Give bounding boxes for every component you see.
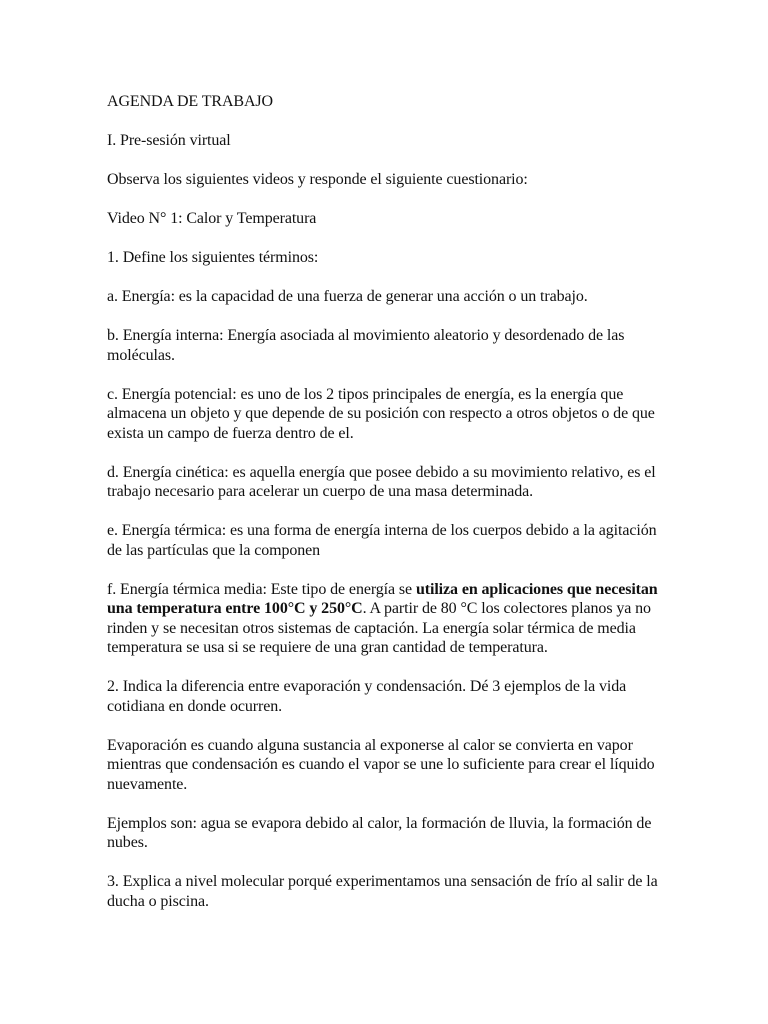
- instruction-text: Observa los siguientes videos y responde el siguiente cuestionario:: [107, 171, 528, 188]
- answer-2-explanation: Evaporación es cuando alguna sustancia al exponerse al calor se convierta en vapor mientras que condensación es cuando el vapor se une lo suficiente para crear el líquido nuevamente.: [107, 736, 655, 793]
- definition-a: a. Energía: es la capacidad de una fuerza de generar una acción o un trabajo.: [107, 288, 588, 305]
- definition-b: b. Energía interna: Energía asociada al movimiento aleatorio y desordenado de las moléculas.: [107, 327, 625, 364]
- answer-2-examples: Ejemplos son: agua se evapora debido al calor, la formación de lluvia, la formación de nubes.: [107, 814, 652, 851]
- question-2: 2. Indica la diferencia entre evaporación y condensación. Dé 3 ejemplos de la vida cotidiana en donde ocurren.: [107, 678, 627, 715]
- question-1: 1. Define los siguientes términos:: [107, 249, 319, 266]
- definition-f-bold: utiliza en aplicaciones que necesitan una temperatura entre 100°C y 250°C: [107, 580, 658, 617]
- definition-e: e. Energía térmica: es una forma de energía interna de los cuerpos debido a la agitación de las partículas que la componen: [107, 522, 657, 559]
- definition-f-end: . A partir de 80 °C los colectores planos ya no rinden y se necesitan otros sistemas de captación. La energía solar térmica de media temperatura se usa si se requiere de una gran cantidad de temperatura.: [107, 600, 651, 656]
- question-3: 3. Explica a nivel molecular porqué experimentamos una sensación de frío al salir de la ducha o piscina.: [107, 873, 658, 910]
- definition-c: c. Energía potencial: es uno de los 2 tipos principales de energía, es la energía que almacena un objeto y que depende de su posición con respecto a otros objetos o de que exista un campo de fuerza dentro de el.: [107, 385, 655, 442]
- section-heading: I. Pre-sesión virtual: [107, 132, 231, 149]
- document-page: [107, 92, 663, 931]
- document-title: AGENDA DE TRABAJO: [107, 93, 274, 110]
- definition-f-start: f. Energía térmica media: Este tipo de energía se: [107, 580, 416, 598]
- video-title: Video N° 1: Calor y Temperatura: [107, 210, 317, 227]
- definition-d: d. Energía cinética: es aquella energía que posee debido a su movimiento relativo, es el trabajo necesario para acelerar un cuerpo de una masa determinada.: [107, 463, 656, 500]
- definition-f: [107, 580, 663, 658]
